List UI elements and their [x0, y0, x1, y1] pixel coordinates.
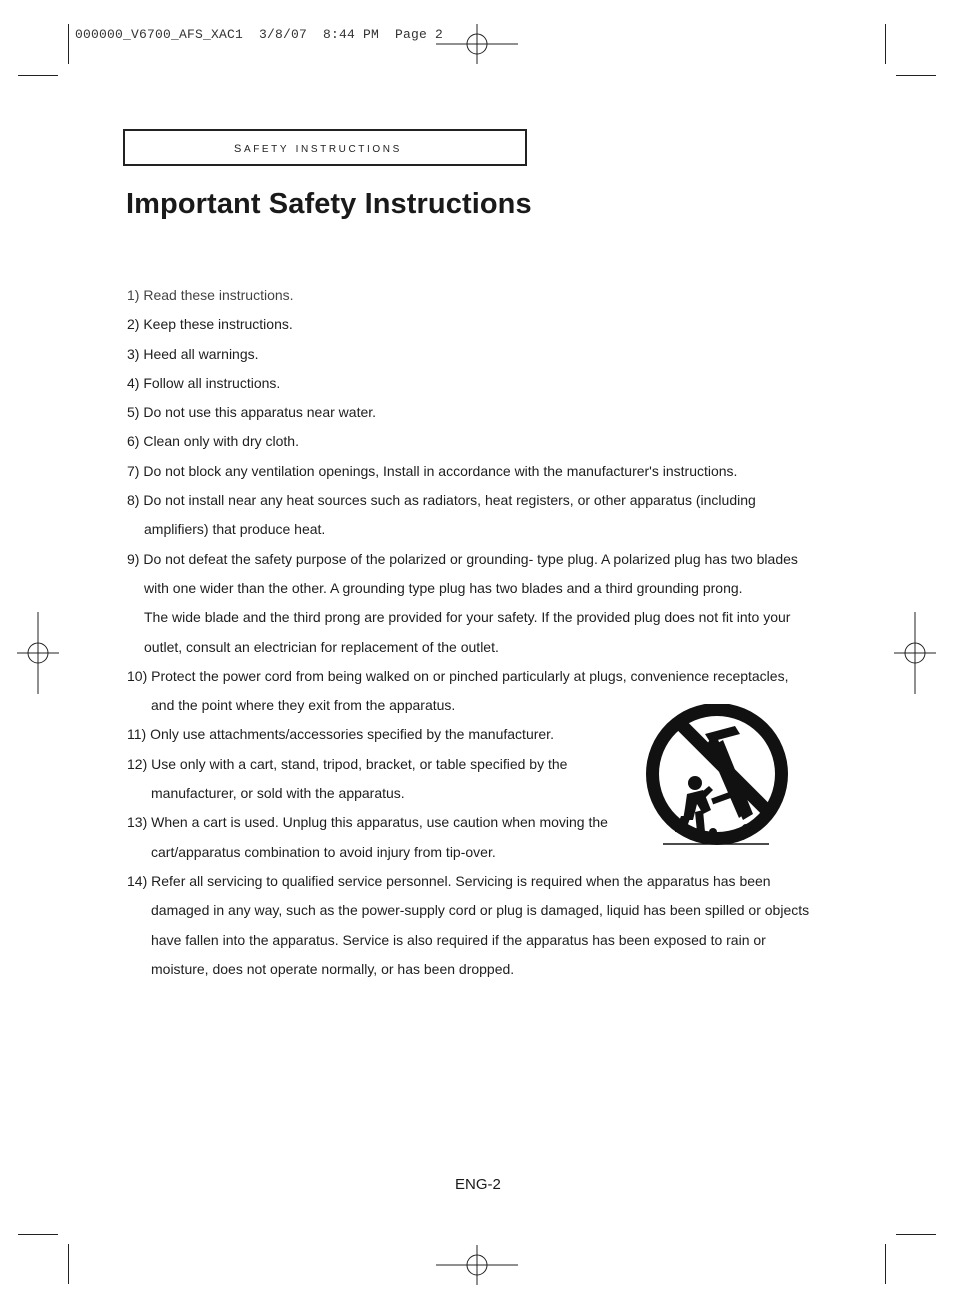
section-title: safety instructions: [234, 139, 402, 156]
registration-mark-bottom: [436, 1245, 518, 1285]
instruction-text: 13) When a cart is used. Unplug this apparatus, use caution when moving the: [127, 814, 608, 831]
registration-mark-top: [436, 24, 518, 64]
instruction-item: [127, 283, 827, 312]
page-number: ENG-2: [455, 1176, 501, 1193]
print-header-slug: 000000_V6700_AFS_XAC1 3/8/07 8:44 PM Page 2: [75, 27, 444, 42]
instruction-continuation-text: manufacturer, or sold with the apparatus.: [151, 785, 405, 802]
instruction-continuation-text: with one wider than the other. A grounding type plug has two blades and a third grounding prong.: [144, 579, 743, 596]
instruction-item: [127, 400, 827, 429]
instruction-continuation-text: and the point where they exit from the apparatus.: [151, 697, 456, 714]
instruction-text: 12) Use only with a cart, stand, tripod, bracket, or table specified by the: [127, 755, 568, 772]
crop-mark-bottom-right-v: [885, 1244, 886, 1284]
instruction-text: 6) Clean only with dry cloth.: [127, 433, 299, 450]
instruction-text: 9) Do not defeat the safety purpose of the polarized or grounding- type plug. A polarized plug has two blades: [127, 550, 798, 567]
instruction-item: [127, 342, 827, 371]
instruction-text: 7) Do not block any ventilation openings, Install in accordance with the manufacturer's instructions.: [127, 462, 738, 479]
crop-mark-bottom-left-h: [18, 1234, 58, 1235]
crop-mark-bottom-left-v: [68, 1244, 69, 1284]
instruction-item: [127, 869, 827, 986]
crop-mark-top-right-v: [885, 24, 886, 64]
crop-mark-bottom-right-h: [896, 1234, 936, 1235]
section-header-box: [123, 129, 527, 166]
instruction-text: 8) Do not install near any heat sources such as radiators, heat registers, or other apparatus (including: [127, 492, 756, 509]
instruction-item: [127, 488, 827, 547]
instruction-text: 1) Read these instructions.: [127, 287, 294, 303]
instruction-item: [127, 371, 827, 400]
crop-mark-top-right-h: [896, 75, 936, 76]
cart-tip-over-warning-icon: [645, 704, 790, 849]
page-title: Important Safety Instructions: [126, 188, 532, 220]
instruction-item: [127, 429, 827, 458]
instruction-text: 10) Protect the power cord from being walked on or pinched particularly at plugs, convenience receptacles,: [127, 667, 789, 684]
registration-mark-left: [17, 612, 59, 694]
instruction-text: 2) Keep these instructions.: [127, 316, 293, 333]
instruction-continuation-text: have fallen into the apparatus. Service is also required if the apparatus has been exposed to rain or: [151, 931, 766, 948]
instruction-continuation-text: outlet, consult an electrician for replacement of the outlet.: [144, 638, 499, 655]
instruction-continuation-text: amplifiers) that produce heat.: [144, 521, 326, 538]
instruction-item: [127, 547, 827, 664]
instruction-continuation-text: The wide blade and the third prong are provided for your safety. If the provided plug does not fit into your: [144, 609, 791, 626]
instruction-text: 11) Only use attachments/accessories specified by the manufacturer.: [127, 726, 554, 743]
instruction-text: 5) Do not use this apparatus near water.: [127, 404, 377, 421]
instruction-text: 3) Heed all warnings.: [127, 345, 259, 362]
crop-mark-top-left-v: [68, 24, 69, 64]
instruction-item: [127, 459, 827, 488]
instruction-text: 14) Refer all servicing to qualified service personnel. Servicing is required when the apparatus has been: [127, 872, 771, 889]
instruction-continuation-text: cart/apparatus combination to avoid injury from tip-over.: [151, 843, 496, 860]
instruction-text: 4) Follow all instructions.: [127, 374, 281, 391]
instruction-continuation-text: moisture, does not operate normally, or has been dropped.: [151, 960, 515, 977]
instruction-list: [127, 283, 827, 986]
instruction-item: [127, 312, 827, 341]
instruction-continuation-text: damaged in any way, such as the power-supply cord or plug is damaged, liquid has been spilled or objects: [151, 902, 810, 919]
registration-mark-right: [894, 612, 936, 694]
crop-mark-top-left-h: [18, 75, 58, 76]
